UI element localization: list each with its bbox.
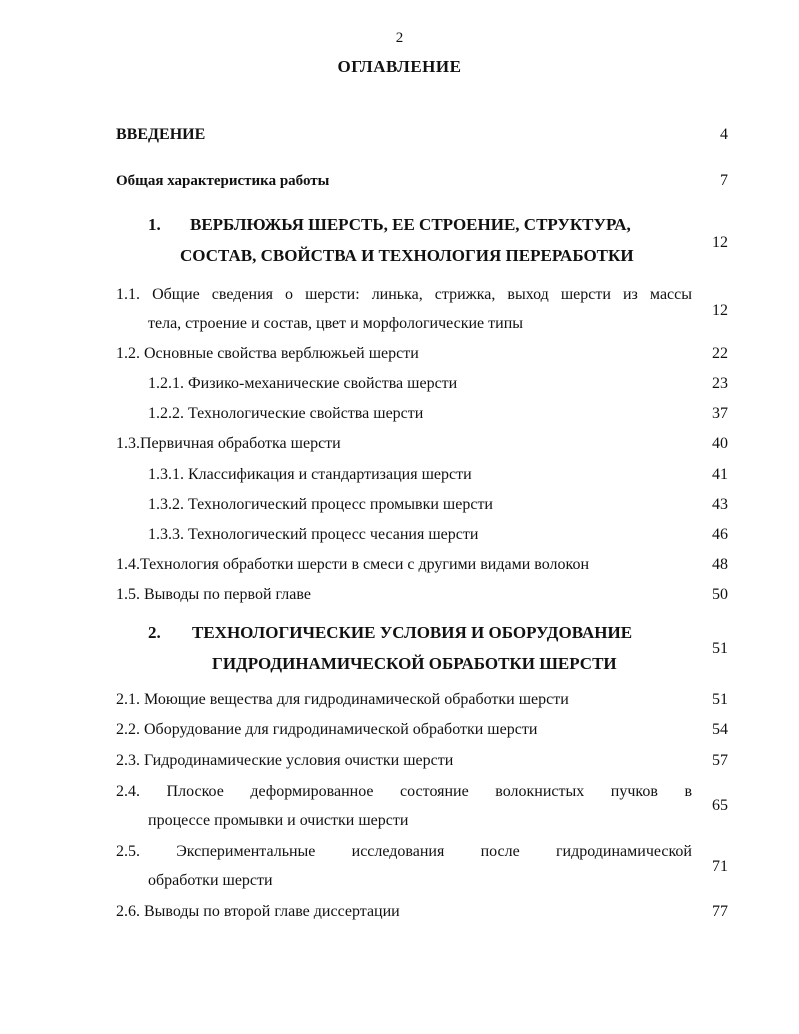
toc-page: 4 (720, 126, 728, 143)
toc-entry-2-6[interactable] (0, 902, 799, 922)
toc-page: 37 (712, 405, 728, 422)
toc-label: 1.2.1. Физико-механические свойства шерсти (148, 375, 458, 392)
toc-entry-intro[interactable] (0, 125, 799, 145)
toc-label: Общая характеристика работы (116, 173, 330, 189)
toc-label: 1.5. Выводы по первой главе (116, 586, 311, 603)
toc-entry-1-2-2[interactable] (0, 404, 799, 424)
toc-page: 71 (712, 858, 728, 875)
page-number: 2 (395, 30, 404, 46)
toc-page: 12 (712, 302, 728, 319)
toc-entry-2-3[interactable] (0, 751, 799, 771)
toc-page: 51 (712, 691, 728, 708)
toc-label: 1.3.1. Классификация и стандартизация шерсти (148, 466, 472, 483)
toc-label: 1.2.2. Технологические свойства шерсти (148, 405, 424, 422)
chapter-title-line2: ГИДРОДИНАМИЧЕСКОЙ ОБРАБОТКИ ШЕРСТИ (212, 654, 617, 673)
toc-label: 2.3. Гидродинамические условия очистки шерсти (116, 752, 454, 769)
toc-entry-1-2[interactable] (0, 344, 799, 364)
toc-label: 1.2. Основные свойства верблюжьей шерсти (116, 345, 419, 362)
toc-label: 1.4.Технология обработки шерсти в смеси с другими видами волокон (116, 556, 590, 573)
toc-page: 22 (712, 345, 728, 362)
toc-entry-2-1[interactable] (0, 690, 799, 710)
toc-entry-1-4[interactable] (0, 555, 799, 575)
toc-page: 77 (712, 903, 728, 920)
toc-entry-2-5[interactable] (0, 842, 799, 894)
toc-label: ВВЕДЕНИЕ (116, 126, 206, 143)
toc-label-line2: процессе промывки и очистки шерсти (148, 812, 409, 829)
toc-label: 2.6. Выводы по второй главе диссертации (116, 903, 400, 920)
toc-entry-overview[interactable] (0, 171, 799, 191)
chapter-title-line1: ВЕРБЛЮЖЬЯ ШЕРСТЬ, ЕЕ СТРОЕНИЕ, СТРУКТУРА, (190, 215, 631, 234)
toc-entry-1-3-2[interactable] (0, 495, 799, 515)
toc-label-line1: 2.4. Плоское деформированное состояние волокнистых пучков в (116, 783, 692, 800)
toc-page: 7 (720, 172, 728, 189)
toc-label-line1: 1.1. Общие сведения о шерсти: линька, стрижка, выход шерсти из массы (116, 286, 692, 303)
toc-page: 41 (712, 466, 728, 483)
toc-page: 46 (712, 526, 728, 543)
toc-entry-2-4[interactable] (0, 782, 799, 834)
chapter-title-line2: СОСТАВ, СВОЙСТВА И ТЕХНОЛОГИЯ ПЕРЕРАБОТКИ (180, 246, 634, 265)
toc-entry-1-5[interactable] (0, 585, 799, 605)
toc-page: 40 (712, 435, 728, 452)
toc-entry-1-3-1[interactable] (0, 465, 799, 485)
toc-label-line2: обработки шерсти (148, 872, 273, 889)
toc-chapter-2[interactable] (0, 623, 799, 679)
toc-entry-2-2[interactable] (0, 720, 799, 740)
toc-page: 65 (712, 797, 728, 814)
toc-page: 12 (712, 234, 728, 251)
toc-entry-1-1[interactable] (0, 285, 799, 337)
toc-label: 2.1. Моющие вещества для гидродинамической обработки шерсти (116, 691, 569, 708)
chapter-number: 1. (148, 215, 161, 234)
chapter-number: 2. (148, 623, 161, 642)
toc-page: 54 (712, 721, 728, 738)
toc-entry-1-3-3[interactable] (0, 525, 799, 545)
toc-page: 48 (712, 556, 728, 573)
toc-page: 57 (712, 752, 728, 769)
toc-label: 1.3.3. Технологический процесс чесания шерсти (148, 526, 479, 543)
toc-label: 2.2. Оборудование для гидродинамической обработки шерсти (116, 721, 538, 738)
toc-entry-1-3[interactable] (0, 434, 799, 454)
toc-label: 1.3.Первичная обработка шерсти (116, 435, 341, 452)
toc-label-line1: 2.5. Экспериментальные исследования после гидродинамической (116, 843, 692, 860)
toc-page: 23 (712, 375, 728, 392)
toc-entry-1-2-1[interactable] (0, 374, 799, 394)
chapter-title-line1: ТЕХНОЛОГИЧЕСКИЕ УСЛОВИЯ И ОБОРУДОВАНИЕ (192, 623, 633, 642)
toc-page: 50 (712, 586, 728, 603)
toc-chapter-1[interactable] (0, 215, 799, 271)
toc-page: 51 (712, 640, 728, 657)
page-title: ОГЛАВЛЕНИЕ (337, 57, 462, 76)
toc-label: 1.3.2. Технологический процесс промывки шерсти (148, 496, 493, 513)
toc-label-line2: тела, строение и состав, цвет и морфологические типы (148, 315, 524, 332)
toc-page: 43 (712, 496, 728, 513)
